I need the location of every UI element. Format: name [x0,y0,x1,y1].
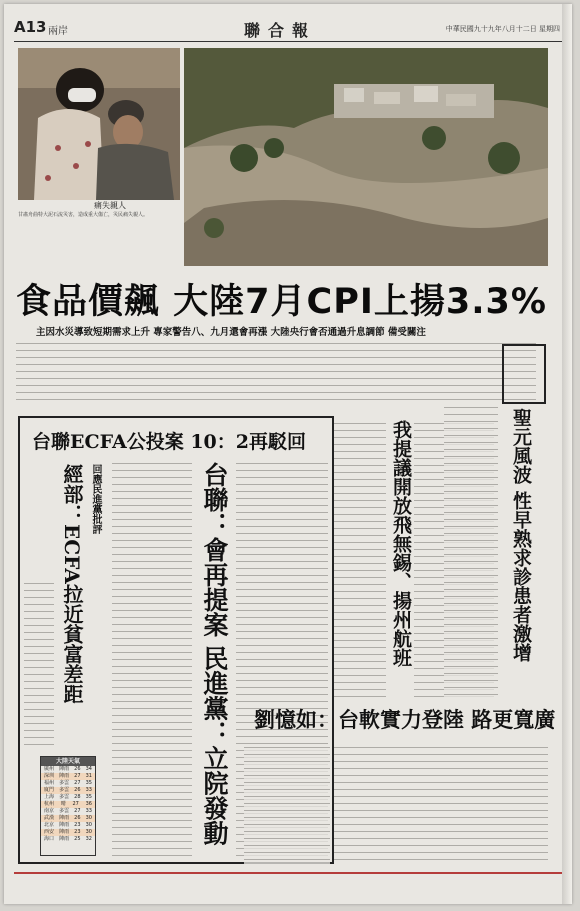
weather-row [41,787,95,794]
weather-row [41,780,95,787]
weather-low: 27 [72,801,79,807]
weather-city: 西安 [44,829,55,835]
weather-low: 26 [74,766,81,772]
weather-weather: 陣雨 [59,815,70,821]
weather-low: 28 [74,794,81,800]
weather-weather: 多雲 [59,780,70,786]
weather-city: 廈門 [44,787,55,793]
weather-low: 23 [74,829,81,835]
weather-city: 北京 [44,822,55,828]
moea-headline: 經部：ECFA拉近貧富差距 [60,464,84,704]
weather-high: 34 [85,766,92,772]
article-body-ecfa [112,460,192,856]
weather-city: 杭州 [44,801,55,807]
weather-weather: 多雲 [59,794,70,800]
weather-row [41,815,95,822]
liu-headline: 劉憶如：台軟實力登陸 路更寬廣 [254,707,556,732]
main-headline: 食品價飆 大陸7月CPI上揚3.3% [16,282,547,322]
newspaper-page [4,4,572,904]
weather-high: 33 [85,787,92,793]
photo-caption: 甘肅舟曲特大泥石流災害，造成重大傷亡，災民痛失親人。 [18,212,149,218]
weather-high: 32 [85,836,92,842]
article-body-cpi [16,340,536,402]
weather-high: 30 [85,829,92,835]
weather-row [41,808,95,815]
weather-row [41,794,95,801]
weather-weather: 陣雨 [59,829,70,835]
weather-low: 26 [74,787,81,793]
weather-high: 33 [85,808,92,814]
photo-grieving-family [18,48,180,200]
weather-row [41,829,95,836]
weather-row [41,773,95,780]
weather-city: 武漢 [44,815,55,821]
photo-mudslide-town [184,48,548,266]
weather-city: 深圳 [44,773,55,779]
weather-weather: 陣雨 [59,822,70,828]
weather-low: 27 [74,773,81,779]
weather-weather: 多雲 [59,787,70,793]
photo-label: 痛失親人 [94,201,126,210]
cpi-sidebar-box [502,344,546,404]
bottom-rule [14,872,562,874]
page-edge [562,4,572,904]
section-name: 兩岸 [48,26,68,37]
weather-city: 南京 [44,808,55,814]
weather-high: 36 [85,801,92,807]
main-subhead: 主因水災導致短期需求上升 專家警告八、九月還會再漲 大陸央行會否通過升息調節 備受關注 [36,327,426,338]
weather-weather: 陣雨 [59,836,70,842]
weather-table [40,756,96,856]
weather-low: 25 [74,836,81,842]
article-body-moea [24,580,54,750]
sex-headline: 聖元風波 性早熟求診患者激增 [510,408,532,662]
weather-high: 30 [85,815,92,821]
weather-city: 廣州 [44,766,55,772]
weather-high: 35 [85,780,92,786]
article-body-sex [444,404,498,700]
tsu-headline: 台聯：會再提案 民進黨：立院發動 [200,462,229,846]
ecfa-box-headline: 台聯ECFA公投案 10：2再駁回 [32,431,306,453]
article-body-liu-2 [244,744,330,864]
weather-title: 大陸天氣 [41,757,95,766]
article-body-liu [334,744,548,864]
page-number: A13 [14,18,47,36]
weather-weather: 晴 [60,801,66,807]
weather-row [41,766,95,773]
weather-row [41,836,95,843]
weather-row [41,801,95,808]
weather-high: 35 [85,794,92,800]
weather-low: 26 [74,815,81,821]
weather-city: 福州 [44,780,55,786]
weather-row [41,822,95,829]
masthead [14,18,562,42]
weather-low: 27 [74,780,81,786]
weather-weather: 陣雨 [59,766,70,772]
flights-headline: 我提議開放飛無錫、揚州航班 [390,420,412,667]
weather-city: 海口 [44,836,55,842]
weather-low: 23 [74,822,81,828]
weather-city: 上海 [44,794,55,800]
paper-name: 聯合報 [244,21,317,40]
weather-high: 30 [85,822,92,828]
issue-date: 中華民國九十九年八月十二日 星期四 [445,25,560,33]
article-body-flights [334,420,386,698]
weather-low: 27 [74,808,81,814]
weather-weather: 多雲 [59,808,70,814]
moea-kicker: 回應民進黨批評 [90,464,101,534]
weather-high: 31 [85,773,92,779]
weather-weather: 陣雨 [59,773,70,779]
